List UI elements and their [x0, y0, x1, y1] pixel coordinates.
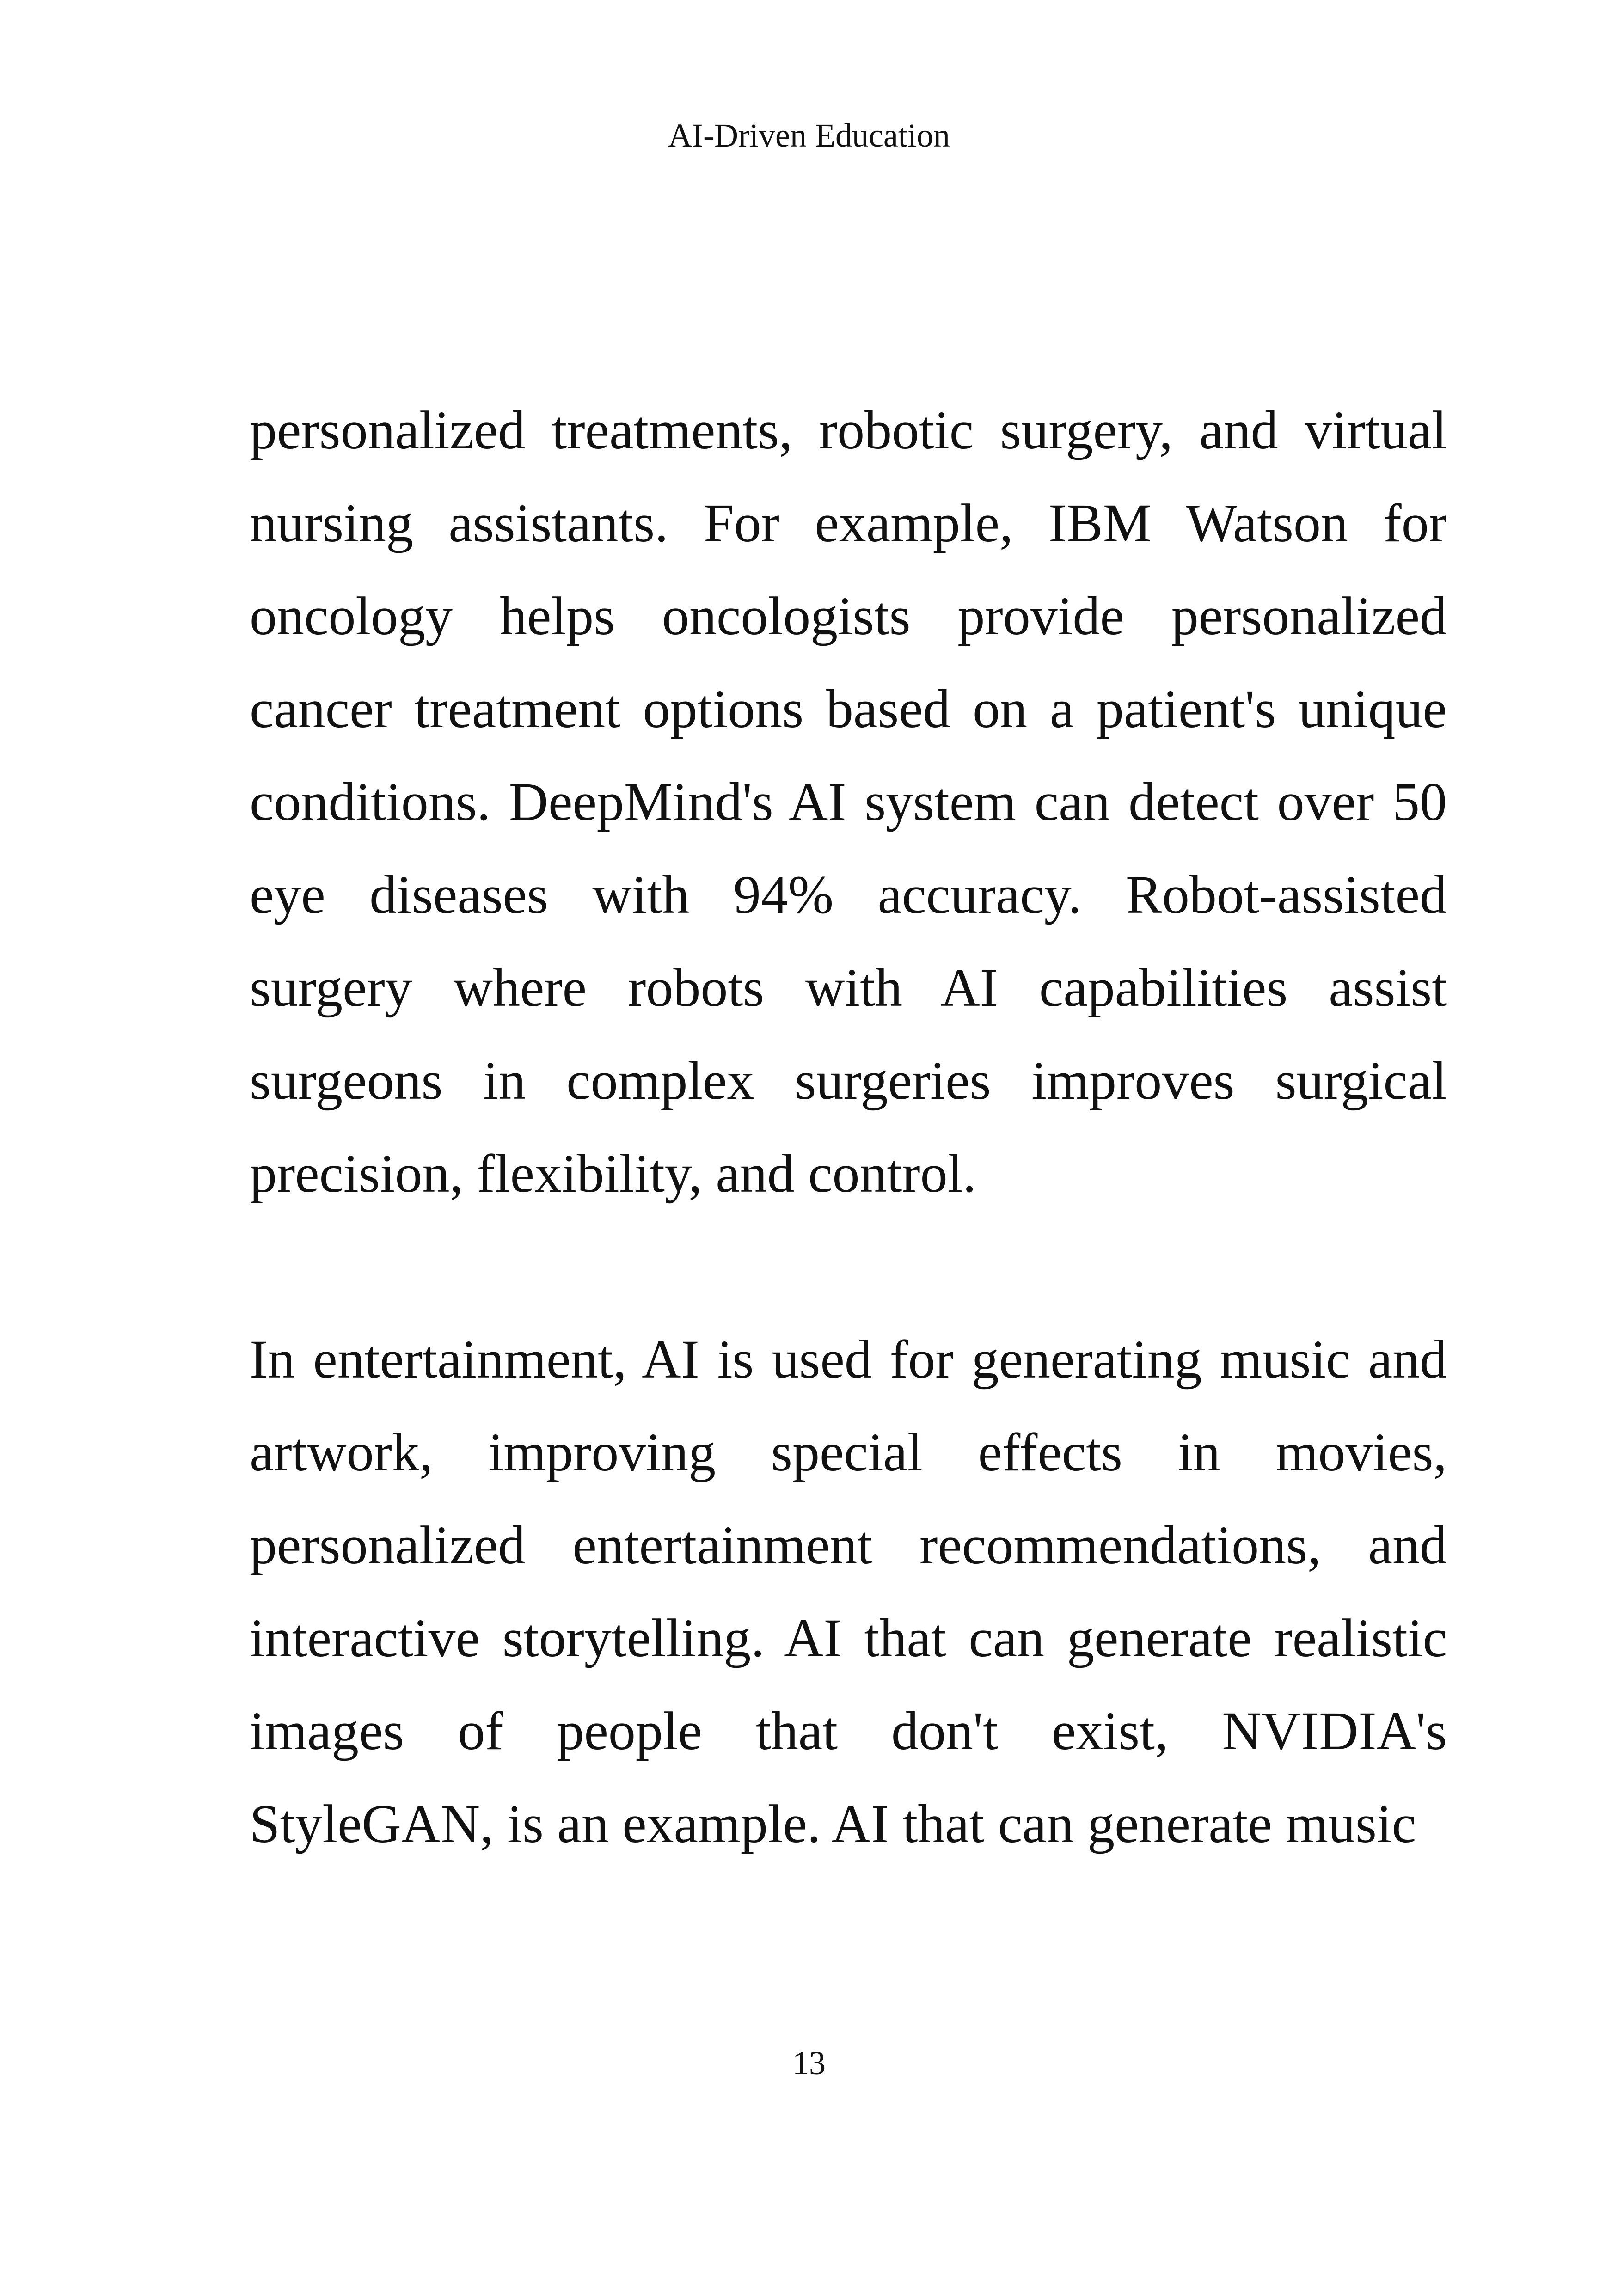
page-number: 13	[792, 2045, 826, 2082]
paragraph-entertainment: In entertainment, AI is used for generating music and artwork, improving special effects in movies, personalized entertainment recommendations, and interactive storytelling. AI that can generate realistic images of people that don't exist, NVIDIA's StyleGAN, is an example. AI that can generate music	[250, 1329, 1447, 1854]
body-text	[250, 384, 1447, 1870]
running-header: AI-Driven Education	[668, 117, 950, 154]
paragraph-healthcare: personalized treatments, robotic surgery, and virtual nursing assistants. For example, IBM Watson for oncology helps oncologists provide personalized cancer treatment options based on a patient's unique conditions. DeepMind's AI system can detect over 50 eye diseases with 94% accuracy. Robot-assisted surgery where robots with AI capabilities assist surgeons in complex surgeries improves surgical precision, flexibility, and control.	[250, 400, 1447, 1204]
